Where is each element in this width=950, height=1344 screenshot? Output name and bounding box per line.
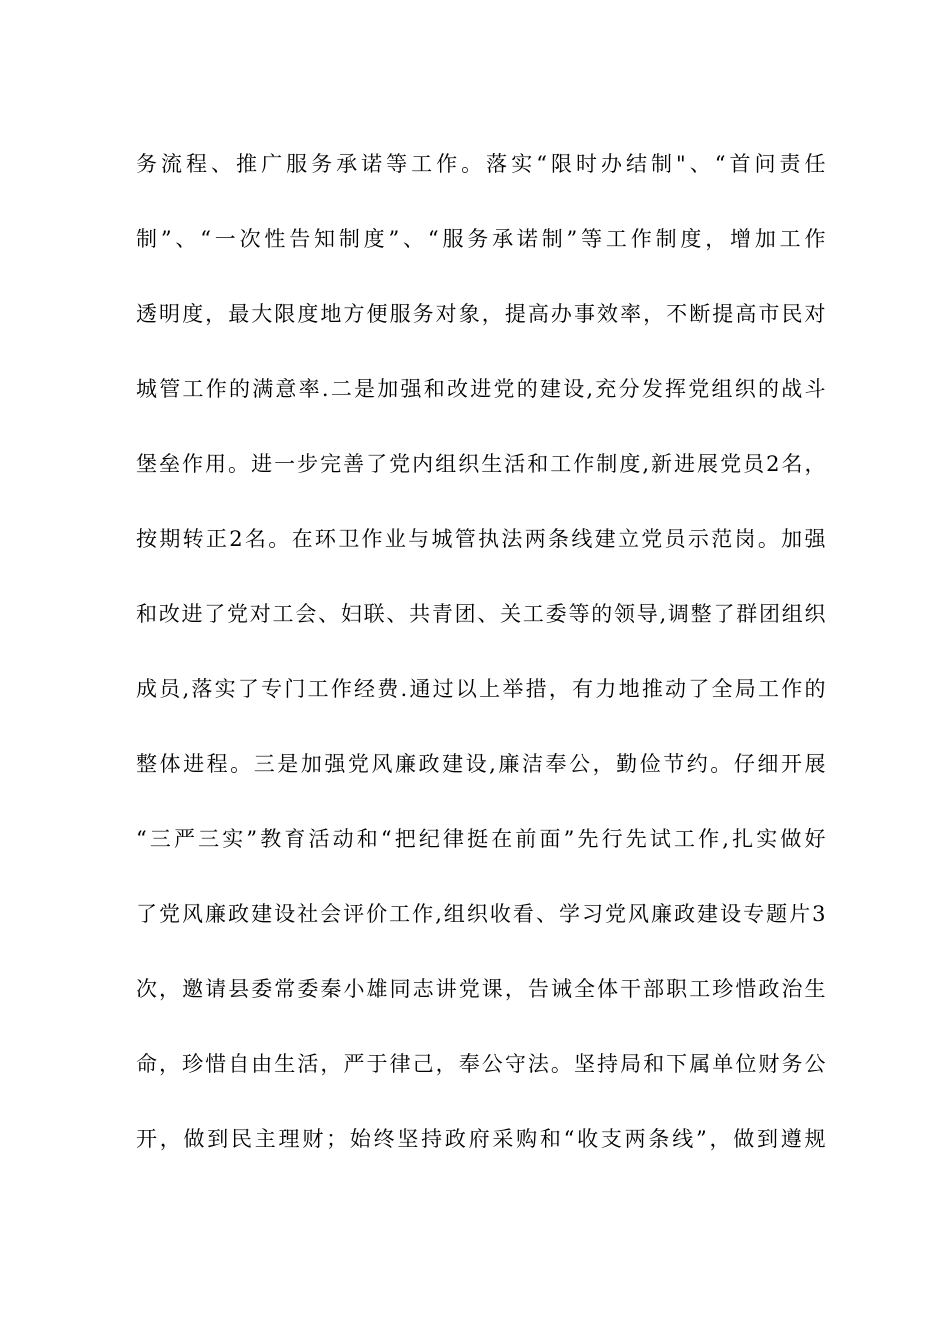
text-line: 按期转正2名。在环卫作业与城管执法两条线建立党员示范岗。加强 — [136, 527, 826, 551]
text-line: 城管工作的满意率.二是加强和改进党的建设,充分发挥党组织的战斗 — [136, 377, 826, 401]
text-line: “三严三实”教育活动和“把纪律挺在前面”先行先试工作,扎实做好 — [136, 827, 826, 851]
text-line: 堡垒作用。进一步完善了党内组织生活和工作制度,新进展党员2名， — [136, 452, 826, 476]
text-line: 透明度，最大限度地方便服务对象，提高办事效率，不断提高市民对 — [136, 302, 826, 326]
text-line: 和改进了党对工会、妇联、共青团、关工委等的领导,调整了群团组织 — [136, 602, 826, 626]
text-line: 开，做到民主理财；始终坚持政府采购和“收支两条线”，做到遵规 — [136, 1127, 826, 1151]
text-line: 务流程、推广服务承诺等工作。落实“限时办结制"、“首问责任 — [136, 152, 826, 176]
body-text — [136, 140, 826, 1190]
text-line: 命，珍惜自由生活，严于律己，奉公守法。坚持局和下属单位财务公 — [136, 1052, 826, 1076]
text-line: 整体进程。三是加强党风廉政建设,廉洁奉公，勤俭节约。仔细开展 — [136, 752, 826, 776]
text-line: 次，邀请县委常委秦小雄同志讲党课，告诫全体干部职工珍惜政治生 — [136, 977, 826, 1001]
text-line: 制”、“一次性告知制度”、“服务承诺制”等工作制度，增加工作 — [136, 227, 826, 251]
text-line: 成员,落实了专门工作经费.通过以上举措，有力地推动了全局工作的 — [136, 677, 826, 701]
text-line: 了党风廉政建设社会评价工作,组织收看、学习党风廉政建设专题片3 — [136, 902, 826, 926]
